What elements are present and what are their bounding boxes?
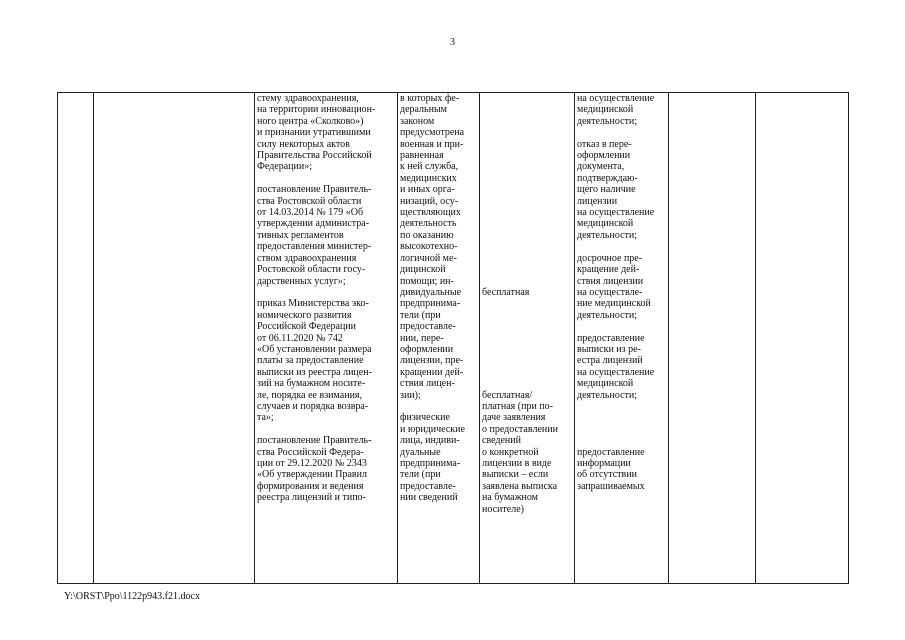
table-cell-col-7 [669,93,756,584]
table-cell-col-2 [94,93,255,584]
table-cell-fee: бесплатная бесплатная/ платная (при по- даче заявления о предоставлении сведений о конкретной лицензии в виде выписки – если заявлена выписка на бумажном носителе) [480,93,575,584]
table-cell-legal-acts: стему здравоохранения, на территории инновацион- ного центра «Сколково») и признании утратившими силу некоторых актов Правительства Российской Федерации»; постановление Правитель- ства Ростовской области от 14.03.2014 № 179 «Об утверждении администра- тивных регламентов предоставления министер- ством здравоохранения Ростовской области госу- дарственных услуг»; приказ Министерства эко- номического развития Российской Федерации от 06.11.2020 № 742 «Об установлении размера платы за предоставление выписки из реестра лицен- зий на бумажном носите- ле, порядка ее взимания, случаев и порядка возвра- та»; постановление Правитель- ства Российской Федера- ции от 29.12.2020 № 2343 «Об утверждении Правил формирования и ведения реестра лицензий и типо- [255,93,398,584]
table-cell-col-8 [756,93,849,584]
document-table [57,92,849,584]
table-cell-applicants: в которых фе- деральным законом предусмотрена военная и при- равненная к ней служба, медицинских и иных орга- низаций, осу- ществляющих деятельность по оказанию высокотехно- логичной ме- дицинской помощи; ин- дивидуальные предпринима- тели (при предоставле- нии, пере- оформлении лицензии, пре- кращении дей- ствия лицен- зии); физические и юридические лица, индиви- дуальные предпринима- тели (при предоставле- нии сведений [398,93,480,584]
page-number: 3 [450,37,455,48]
table-cell-results: на осуществление медицинской деятельности; отказ в пере- оформлении документа, подтверждаю- щего наличие лицензии на осуществление медицинской деятельности; досрочное пре- кращение дей- ствия лицензии на осуществле- ние медицинской деятельности; предоставление выписки из ре- естра лицензий на осуществление медицинской деятельности; предоставление информации об отсутствии запрашиваемых [575,93,669,584]
table-cell-col-1 [58,93,94,584]
table-row [58,93,849,584]
footer-file-path: Y:\ORST\Ppo\1122p943.f21.docx [64,591,200,602]
